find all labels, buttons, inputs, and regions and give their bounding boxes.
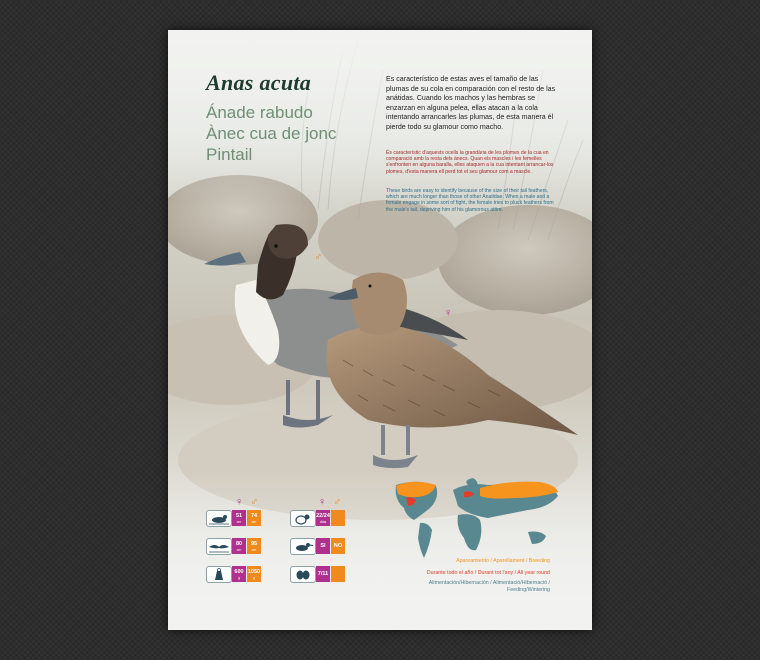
legend-all-year: Durante todo el año / Durant tot l'any / All year round [426,570,550,576]
body-length-icon [206,510,232,527]
common-name-ca: Ànec cua de jonc [206,124,337,143]
species-scientific-name: Anas acuta [206,70,312,95]
common-name-en: Pintail [206,145,253,164]
male-header-icon: ♂ [333,496,342,508]
male-header-icon: ♂ [250,496,259,508]
description-catalan: És característic d'aquests ocells la grandària de les plomes de la cua en comparació amb la resta dels ànecs. Quan els mascles i les femelles s'enfronten en alguna baralla, elles ataquen a la cua intentant arrancar-los plomes, d'esta manera ell perd tot el seu glamour com a mascle. [386,150,554,175]
wingspan-icon [206,538,232,555]
male-value [331,566,345,582]
female-value: 600 g [232,566,246,582]
male-value: 95 cm [247,538,261,554]
female-header-icon: ♀ [318,496,327,508]
male-value: NO [331,538,345,554]
weight-icon [206,566,232,583]
male-marker-icon: ♂ [314,251,323,263]
female-marker-icon: ♀ [444,307,453,319]
male-value: 74 cm [247,510,261,526]
incubation-icon [290,510,316,527]
female-header-icon: ♀ [235,496,244,508]
description-spanish: Es característico de estas aves el tamaño de las plumas de su cola en comparación con el resto de las anátidas. Cuando los machos y las hembras se enzarzan en alguna pelea, ellas atacan a la cola intentando arrancarles las plumas, de esta manera él pierde todo su glamour como macho. [386,75,556,131]
eggs-icon [290,566,316,583]
female-value: SI [316,538,330,554]
species-poster [168,30,592,630]
nest-care-icon [290,538,316,555]
female-value: 80 cm [232,538,246,554]
female-value: 51 cm [232,510,246,526]
female-value: 7/11 [316,566,330,582]
legend-breeding: Apareamiento / Aparellament / Breeding [456,558,550,564]
male-value [331,510,345,526]
male-value: 1050 g [247,566,261,582]
legend-wintering: Alimentación/Hibernación / Alimentació/Hibernació / Feeding/Wintering [428,580,550,593]
description-english: These birds are easy to identify because of the size of their tail feathers, which are much longer than those of other Anatidae. When a male and a female engage in some sort of fight, the female tries to pluck feathers from the male's tail, depriving him of his glamorous attire. [386,188,554,213]
female-value: 22/24 días [316,510,330,526]
common-name-es: Ánade rabudo [206,103,313,122]
